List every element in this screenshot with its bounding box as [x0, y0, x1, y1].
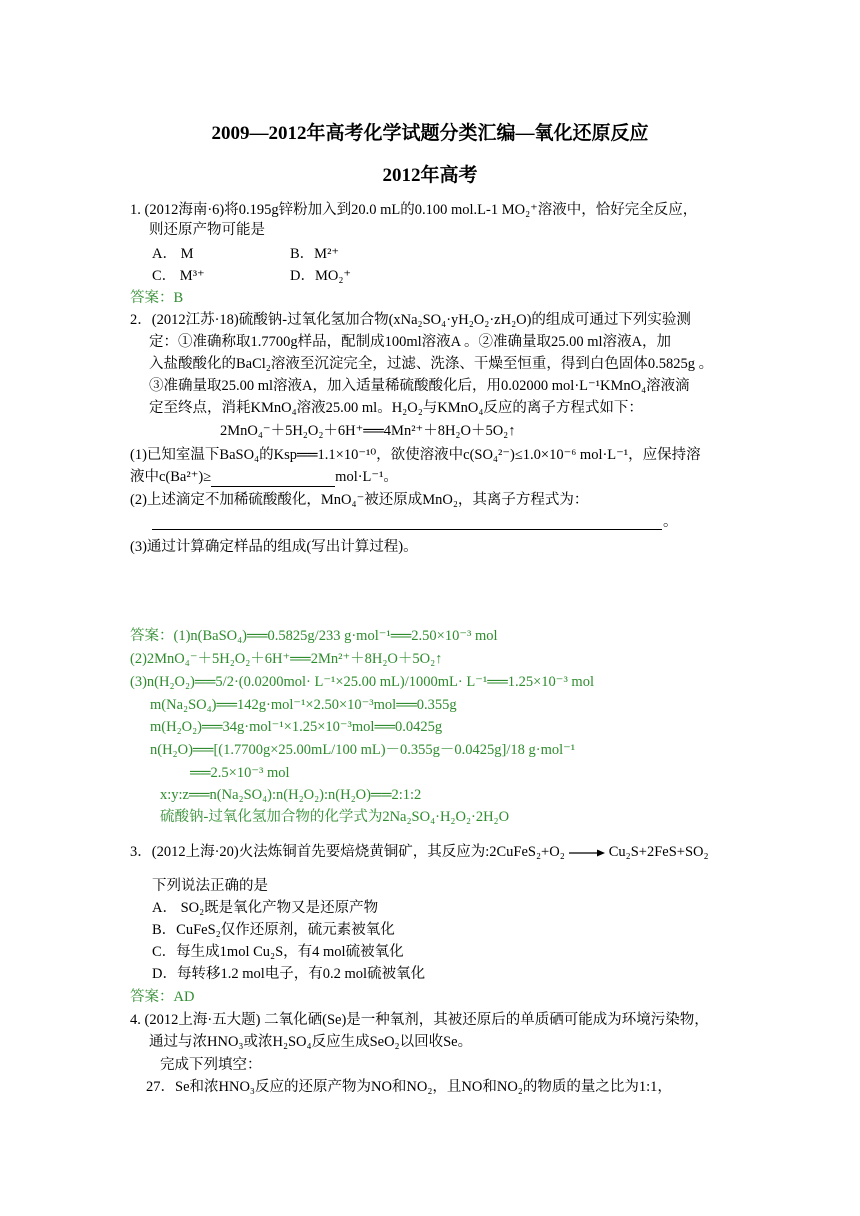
q2-part-1-prefix: 液中c(Ba²⁺)≥	[130, 469, 212, 485]
q1-option-b: B．M²⁺	[290, 246, 340, 262]
q3-option-b: B．CuFeS₂仅作还原剂，硫元素被氧化	[152, 922, 395, 938]
q2-answer-line-5: m(H₂O₂)══34g·mol⁻¹×1.25×10⁻³mol══0.0425g	[150, 719, 443, 735]
q1-line-2: 则还原产物可能是	[149, 222, 265, 238]
q3-reaction-right: Cu₂S+2FeS+SO₂	[608, 844, 709, 860]
q2-part-3: (3)通过计算确定样品的组成(写出计算过程)。	[130, 539, 418, 555]
q2-line-4: ③准确量取25.00 ml溶液A，加入适量稀硫酸酸化后，用0.02000 mol·L⁻¹KMnO₄溶液滴	[149, 378, 690, 394]
q2-answer-line-1: 答案：(1)n(BaSO₄)══0.5825g/233 g·mol⁻¹══2.50×10⁻³ mol	[130, 628, 498, 644]
q2-line-2: 定：①准确称取1.7700g样品，配制成100ml溶液A 。②准确量取25.00 ml溶液A，加	[149, 334, 672, 350]
q1-option-a: A． M	[152, 246, 194, 262]
q1-answer: 答案：B	[130, 290, 184, 306]
q3-answer: 答案：AD	[130, 989, 195, 1005]
q4-line-3: 完成下列填空：	[160, 1057, 262, 1073]
q3-line-2: 下列说法正确的是	[152, 878, 268, 894]
q3-reaction-left: 3．(2012上海·20)火法炼铜首先要焙烧黄铜矿，其反应为:2CuFeS₂+O₂	[130, 844, 565, 860]
q4-line-4: 27．Se和浓HNO₃反应的还原产物为NO和NO₂，且NO和NO₂的物质的量之比为1:1，	[146, 1079, 672, 1095]
q2-line-3: 入盐酸酸化的BaCl₂溶液至沉淀完全，过滤、洗涤、干燥至恒重，得到白色固体0.5825g 。	[149, 356, 714, 372]
document-title: 2009—2012年高考化学试题分类汇编—氧化还原反应	[211, 123, 649, 144]
q4-line-2: 通过与浓HNO₃或浓H₂SO₄反应生成SeO₂以回收Se。	[149, 1034, 473, 1050]
q2-part-2: (2)上述滴定不加稀硫酸酸化，MnO₄⁻被还原成MnO₂，其离子方程式为：	[130, 492, 589, 508]
q2-part-2-end: 。	[663, 514, 678, 530]
section-heading: 2012年高考	[382, 165, 478, 186]
q3-option-a: A． SO₂既是氧化产物又是还原产物	[152, 900, 379, 916]
q2-answer-line-8: x:y:z══n(Na₂SO₄):n(H₂O₂):n(H₂O)══2:1:2	[160, 787, 422, 803]
q2-answer-line-4: m(Na₂SO₄)══142g·mol⁻¹×2.50×10⁻³mol══0.355g	[150, 697, 457, 713]
q2-answer-line-7: ══2.5×10⁻³ mol	[190, 765, 290, 781]
q2-answer-line-3: (3)n(H₂O₂)══5/2·(0.0200mol· L⁻¹×25.00 mL)/1000mL· L⁻¹══1.25×10⁻³ mol	[130, 674, 594, 690]
q2-line-5: 定至终点，消耗KMnO₄溶液25.00 ml。H₂O₂与KMnO₄反应的离子方程式如下：	[149, 400, 643, 416]
q2-part-1-suffix: mol·L⁻¹。	[335, 469, 398, 485]
q2-part-1-line-1: (1)已知室温下BaSO₄的Ksp══1.1×10⁻¹⁰，欲使溶液中c(SO₄²⁻)≤1.0×10⁻⁶ mol·L⁻¹，应保持溶	[130, 447, 701, 463]
q3-option-c: C．每生成1mol Cu₂S，有4 mol硫被氧化	[152, 944, 404, 960]
q3-option-d: D．每转移1.2 mol电子，有0.2 mol硫被氧化	[152, 966, 426, 982]
q2-answer-line-2: (2)2MnO₄⁻＋5H₂O₂＋6H⁺══2Mn²⁺＋8H₂O＋5O₂↑	[130, 651, 443, 667]
q3-line-1	[130, 843, 709, 861]
q1-option-d: D．MO₂⁺	[290, 268, 352, 284]
q1-option-c: C． M³⁺	[152, 268, 205, 284]
answer-line[interactable]	[152, 529, 662, 530]
reaction-arrow-icon	[569, 848, 605, 858]
q2-part-1-line-2	[130, 468, 398, 487]
q1-line-1: 1. (2012海南·6)将0.195g锌粉加入到20.0 mL的0.100 mol.L-1 MO₂⁺溶液中，恰好完全反应，	[130, 202, 698, 218]
q2-line-1: 2．(2012江苏·18)硫酸钠-过氧化氢加合物(xNa₂SO₄·yH₂O₂·zH₂O)的组成可通过下列实验测	[130, 312, 691, 328]
q2-answer-line-6: n(H₂O)══[(1.7700g×25.00mL/100 mL)－0.355g－0.0425g]/18 g·mol⁻¹	[150, 742, 576, 758]
q4-line-1: 4. (2012上海·五大题) 二氧化硒(Se)是一种氧剂，其被还原后的单质硒可能成为环境污染物，	[130, 1012, 709, 1028]
q2-answer-line-9: 硫酸钠-过氧化氢加合物的化学式为2Na₂SO₄·H₂O₂·2H₂O	[160, 809, 510, 825]
q2-equation: 2MnO₄⁻＋5H₂O₂＋6H⁺══4Mn²⁺＋8H₂O＋5O₂↑	[220, 423, 516, 439]
answer-blank[interactable]	[211, 468, 335, 487]
